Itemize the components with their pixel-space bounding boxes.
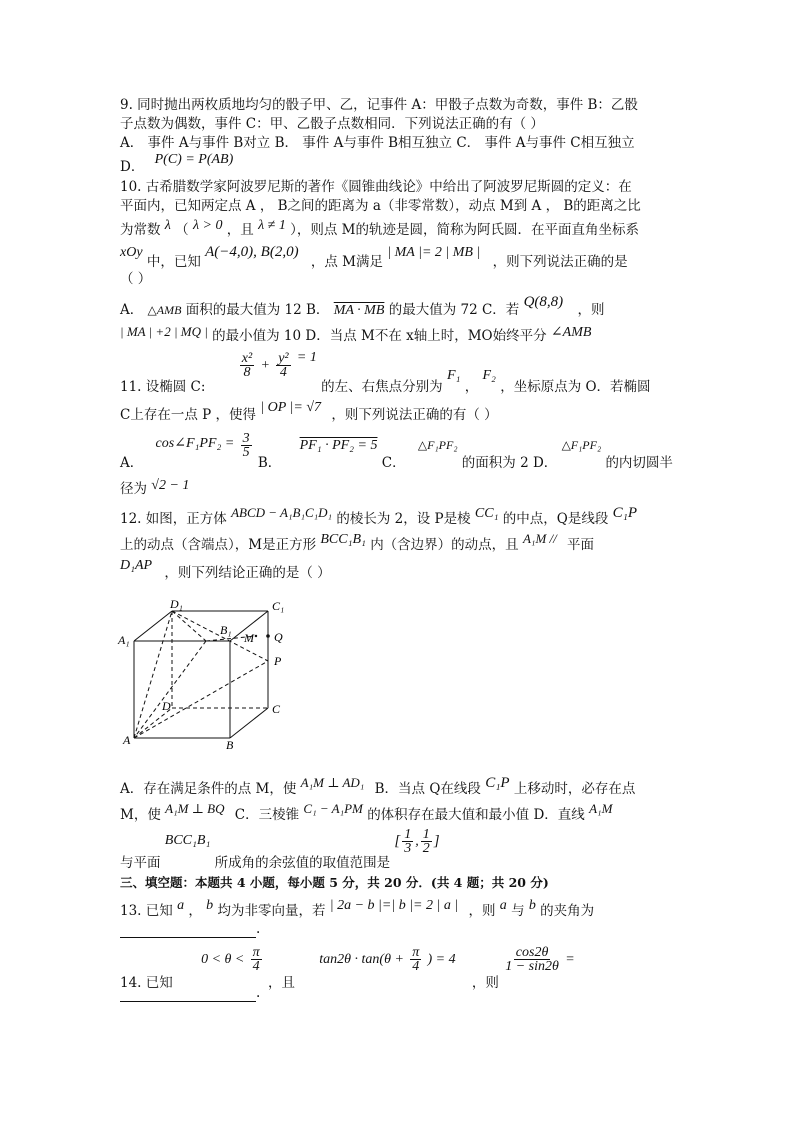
q11-line1: 11. 设椭圆 C: $\frac{\text{x²}}{8}$ + $\frac{\text{y²}}{4}$ = 1 的左、右焦点分别为 F₁ ， F₂ ，坐标原点为 O．若椭圆 <box>120 350 651 395</box>
label-P: P <box>274 654 282 668</box>
q13-line: 13. 已知 a ， b 均为非零向量，若 | 2a − b |=| b |= 2 | a | ，则 a 与 b 的夹角为 <box>120 898 595 919</box>
label-C1: C₁ <box>272 599 285 613</box>
q12-line1: 12. 如图，正方体 ABCD − A₁B₁C₁D₁ 的棱长为 2，设 P是棱 CC₁ 的中点，Q是线段 C₁P <box>120 505 638 527</box>
q10-line2: 平面内，已知两定点 A ， B之间的距离为 a（非零常数），动点 M到 A ， B的距离之比 <box>120 198 641 214</box>
label-D1: D₁ <box>170 597 183 611</box>
q10-line5: （ ） <box>120 271 152 287</box>
label-A1: A₁ <box>118 633 130 647</box>
q12-options-3: 与平面 BCC₁B₁ 所成角的余弦值的取值范围是 [ $\frac{1}{3}$ , $\frac{1}{2}$ ] <box>120 827 440 871</box>
label-Q: Q <box>274 630 283 644</box>
label-D: D <box>162 699 171 713</box>
label-C: C <box>272 702 281 716</box>
q10-options-1: A． △AMB 面积的最大值为 12 B． MA · MB 的最大值为 72 C．若 Q(8,8) ，则 <box>120 294 605 318</box>
q10-line4: xOy 中，已知 A(−4,0), B(2,0) ，点 M满足 | MA |= 2 | MB | ，则下列说法正确的是 <box>120 244 628 270</box>
answer-blank <box>120 987 256 1002</box>
q12-options-2: M，使 A₁M ⊥ BQ C．三棱锥 C₁ − A₁PM 的体积存在最大值和最小值 D．直线 A₁M <box>120 801 613 823</box>
cube-figure <box>116 596 300 756</box>
q14-line: 14. 已知 0 < θ < $\frac{\pi}{4}$ ，且 tan2θ · tan(θ + $\frac{\pi}{4}$ ) = 4 ，则 $\frac{\cos 2\theta}{1 - \sin 2\theta}$ = <box>120 945 575 991</box>
label-A: A <box>123 733 131 747</box>
label-B: B <box>226 738 234 752</box>
q10-line1: 10. 古希腊数学家阿波罗尼斯的著作《圆锥曲线论》中给出了阿波罗尼斯圆的定义：在 <box>120 179 632 195</box>
q10-options-2: | MA | +2 | MQ | 的最小值为 10 D．当点 M不在 x轴上时，MO始终平分 ∠AMB <box>120 324 592 344</box>
answer-blank <box>120 923 256 938</box>
q9-optD: D． P(C) = P(AB) <box>120 152 234 175</box>
q14-answer-line: . <box>120 984 260 1002</box>
label-B1: B₁ <box>220 623 232 637</box>
q11-options-2: 径为 √2 − 1 <box>120 478 190 497</box>
q11-line2: C上存在一点 P ，使得 | OP |= √7 ，则下列说法正确的有（ ） <box>120 400 498 423</box>
q12-options-1: A．存在满足条件的点 M，使 A₁M ⊥ AD₁ B．当点 Q在线段 C₁P 上移动时，必存在点 <box>120 775 636 797</box>
label-M: M <box>244 631 254 645</box>
q9-line1: 9. 同时抛出两枚质地均匀的骰子甲、乙，记事件 A：甲骰子点数为奇数，事件 B：乙骰 <box>120 97 638 113</box>
q10-line3: 为常数 λ （ λ > 0 ，且 λ ≠ 1 ），则点 M的轨迹是圆，简称为阿氏圆．在平面直角坐标系 <box>120 218 639 238</box>
q11-options-1: A． cos∠F₁PF₂ = $\frac{3}{5}$ B． PF₁ · PF₂ = 5 C． △F₁PF₂ 的面积为 2 D． △F₁PF₂ 的内切圆半 <box>120 431 673 471</box>
q9-line2: 子点数为偶数，事件 C：甲、乙骰子点数相同．下列说法正确的有（ ） <box>120 116 544 132</box>
q12-line2: 上的动点（含端点），M是正方形 BCC₁B₁ 内（含边界）的动点，且 A₁M // 平面 <box>120 531 595 553</box>
q13-answer-line: . <box>120 920 260 938</box>
section-header: 三、填空题：本题共 4 小题，每小题 5 分，共 20 分．(共 4 题；共 20 分) <box>120 875 549 890</box>
q12-line3: D₁AP ，则下列结论正确的是（ ） <box>120 558 331 581</box>
q9-line3: A． 事件 A与事件 B对立 B． 事件 A与事件 B相互独立 C． 事件 A与事件 C相互独立 <box>120 135 635 151</box>
